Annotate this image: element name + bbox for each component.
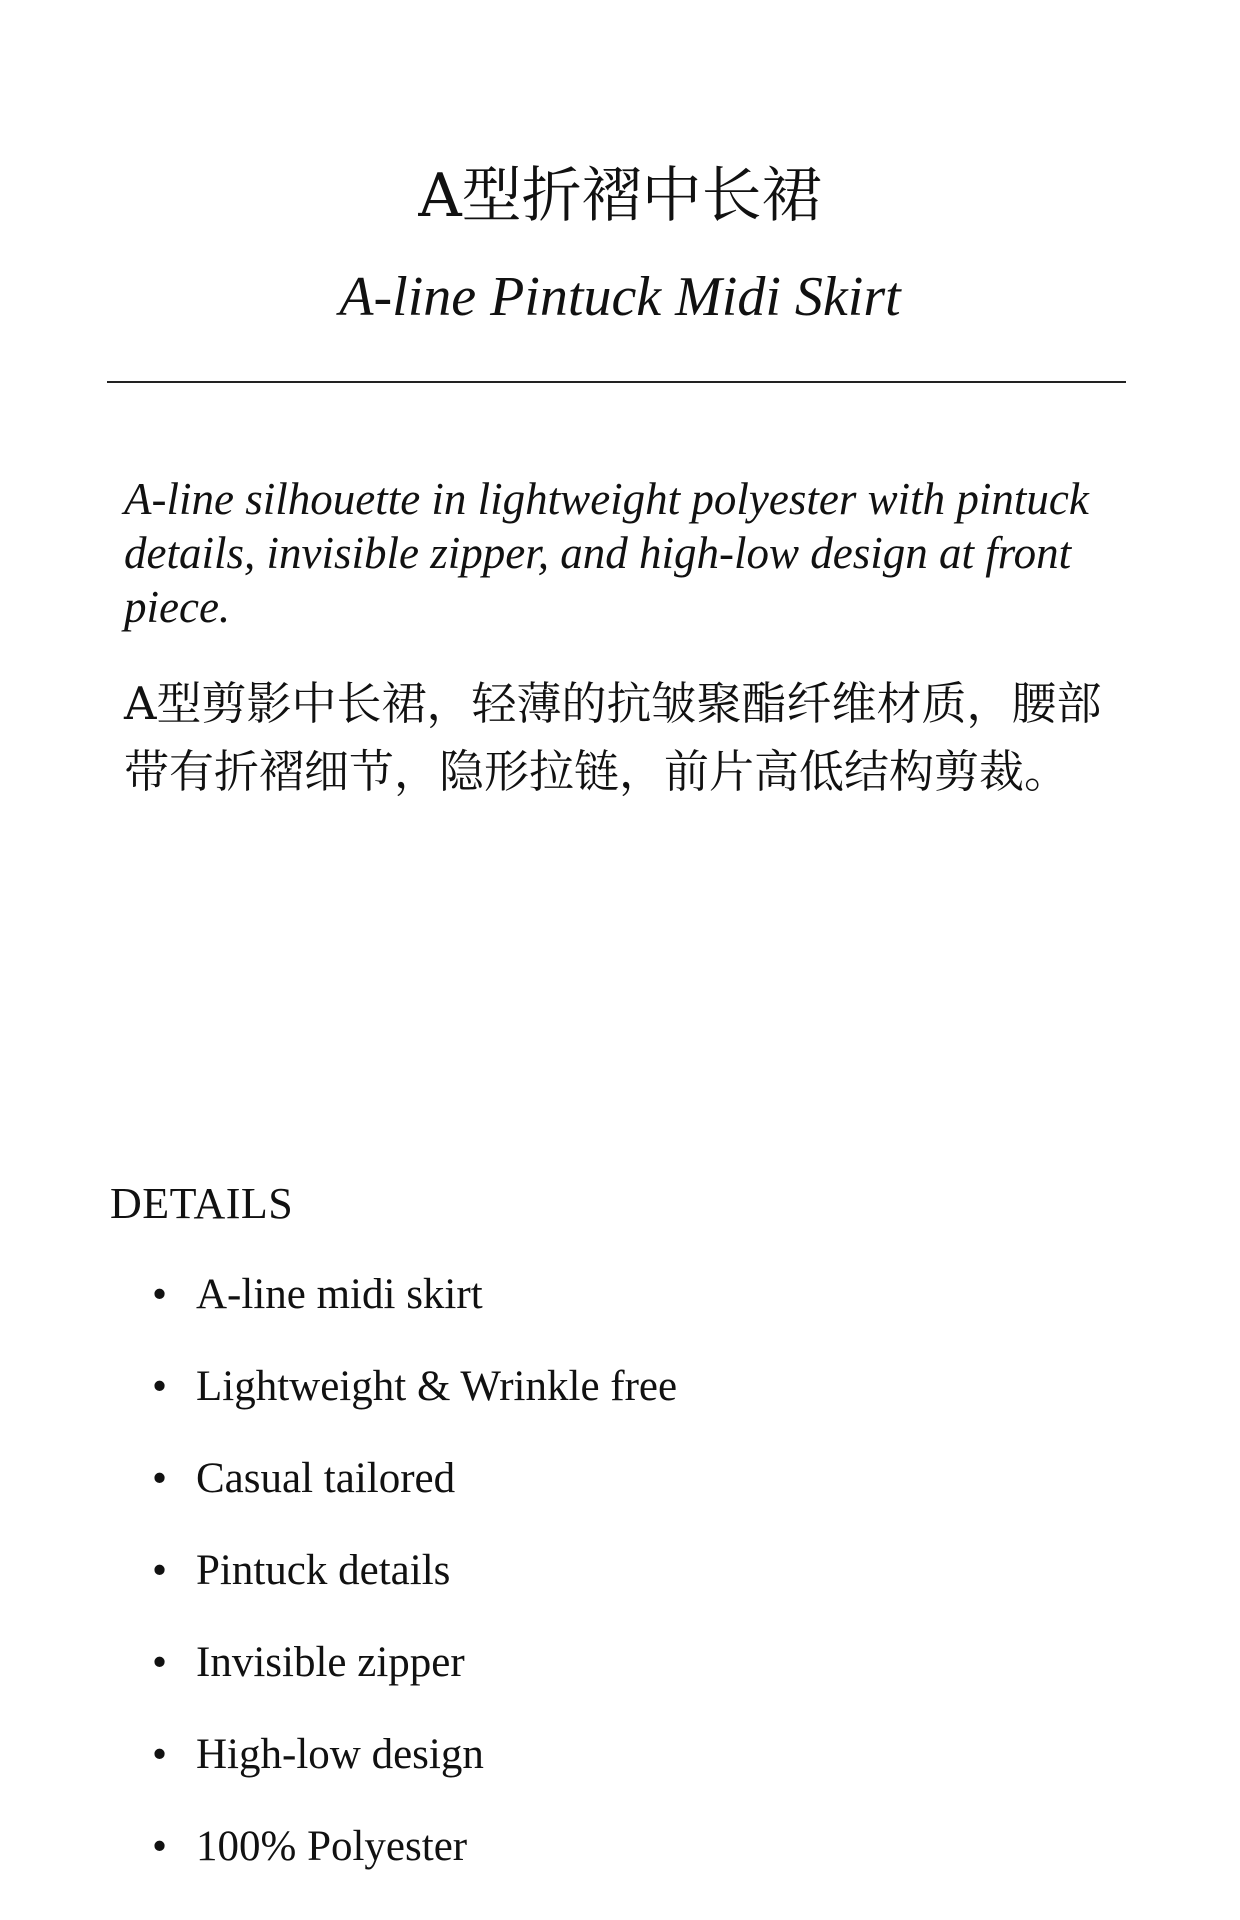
detail-item-text: Casual tailored xyxy=(196,1455,456,1502)
bullet-icon: • xyxy=(152,1639,168,1686)
list-item xyxy=(0,1544,1240,1636)
product-description-zh: A型剪影中长裙，轻薄的抗皱聚酯纤维材质，腰部带有折褶细节，隐形拉链，前片高低结构剪裁。 xyxy=(124,677,1102,798)
list-item xyxy=(0,1452,1240,1544)
detail-item-text: Pintuck details xyxy=(196,1547,451,1594)
list-item xyxy=(0,1360,1240,1452)
details-list xyxy=(0,1268,1240,1912)
detail-item-text: Invisible zipper xyxy=(196,1639,465,1686)
detail-item-text: Lightweight & Wrinkle free xyxy=(196,1363,678,1410)
bullet-icon: • xyxy=(152,1363,168,1410)
list-item xyxy=(0,1268,1240,1360)
bullet-icon: • xyxy=(152,1731,168,1778)
bullet-icon: • xyxy=(152,1271,168,1318)
list-item xyxy=(0,1728,1240,1820)
list-item xyxy=(0,1636,1240,1728)
bullet-icon: • xyxy=(152,1823,168,1870)
detail-item-text: A-line midi skirt xyxy=(196,1271,483,1318)
title-divider xyxy=(107,381,1126,383)
bullet-icon: • xyxy=(152,1455,168,1502)
detail-item-text: High-low design xyxy=(196,1731,484,1778)
product-title-zh: A型折褶中长裙 xyxy=(418,161,822,231)
list-item xyxy=(0,1820,1240,1912)
bullet-icon: • xyxy=(152,1547,168,1594)
product-title-en: A-line Pintuck Midi Skirt xyxy=(339,266,901,328)
detail-item-text: 100% Polyester xyxy=(196,1823,468,1870)
details-heading: DETAILS xyxy=(110,1179,294,1228)
product-description-en: A-line silhouette in lightweight polyester with pintuck details, invisible zipper, and high-low design at front piece. xyxy=(124,474,1089,632)
